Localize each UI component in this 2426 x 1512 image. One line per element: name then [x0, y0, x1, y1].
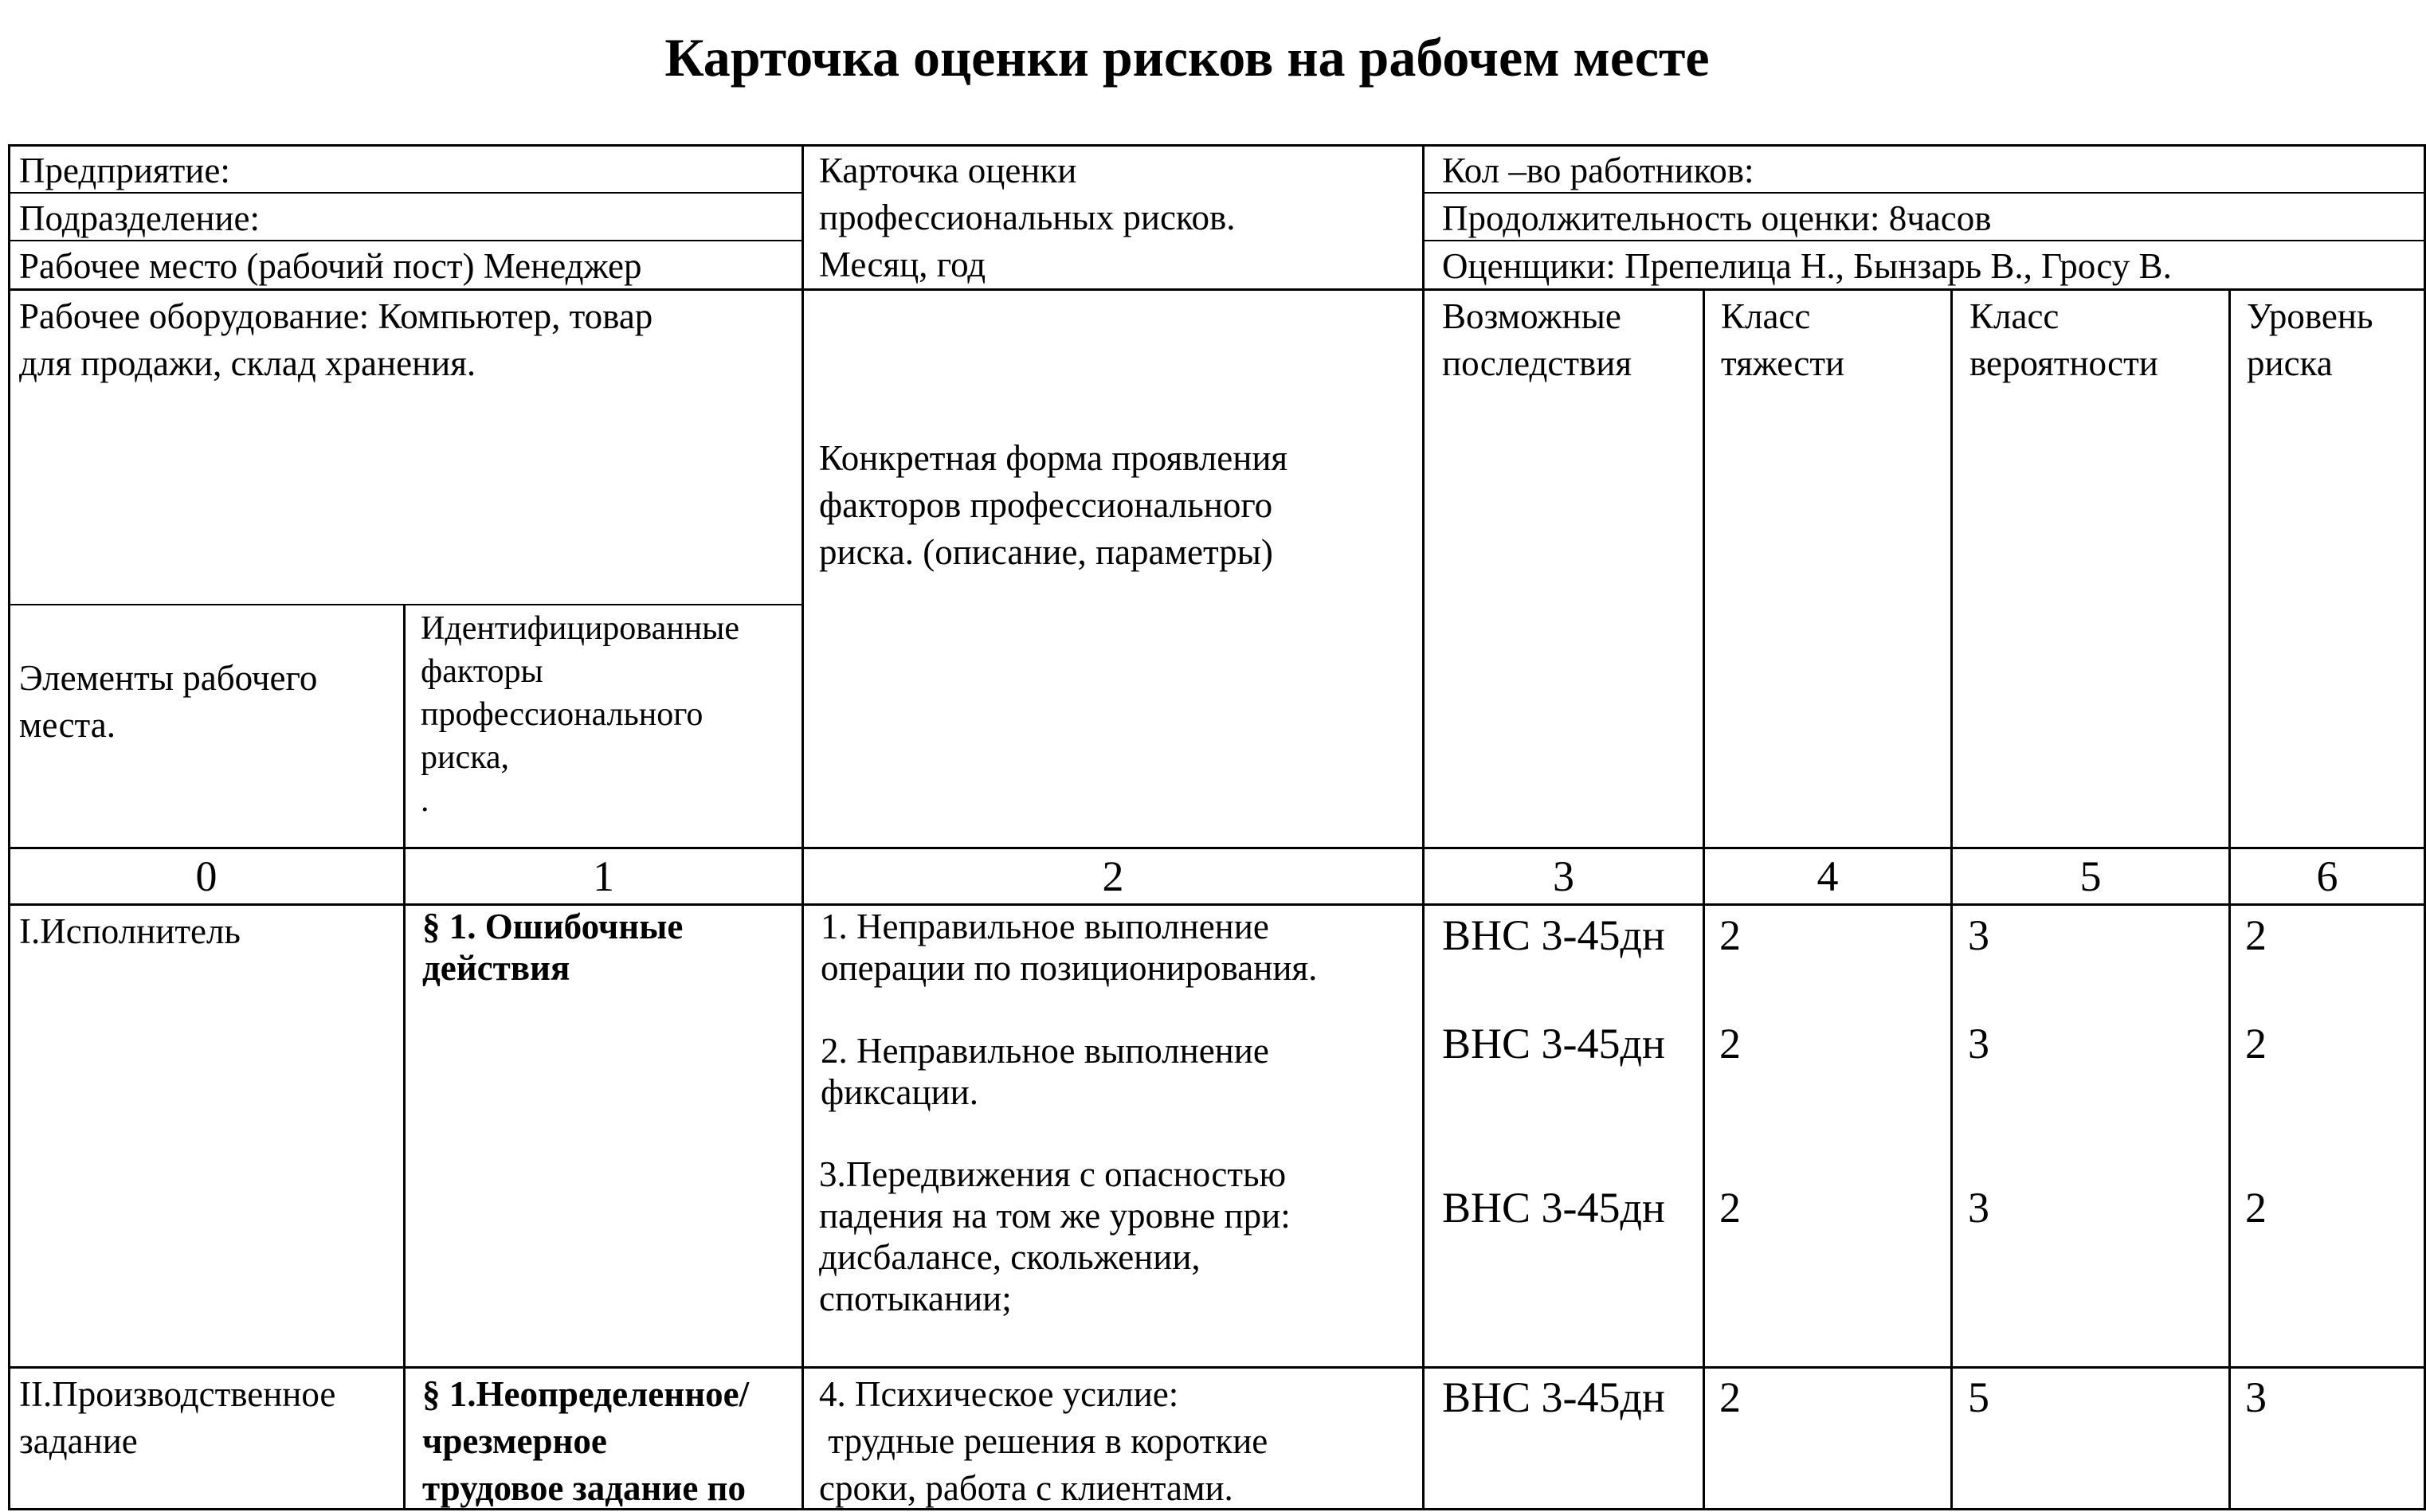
factors-header: Идентифицированные факторы профессионального риска, .: [421, 610, 740, 819]
risk-description: 4. Психическое усилие: трудные решения в короткие сроки, работа с клиентами.: [819, 1374, 1268, 1508]
row-factor: § 1.Неопределенное/ чрезмерное трудовое задание по: [422, 1374, 750, 1508]
risk-level-header: Уровень риска: [2247, 296, 2373, 383]
column-number: 0: [195, 852, 218, 900]
probability-value: 5: [1968, 1373, 1989, 1421]
elements-header: Элементы рабочего места.: [19, 658, 318, 745]
document-title: Карточка оценки рисков на рабочем месте: [664, 27, 1710, 88]
column-divider: [403, 604, 406, 1510]
duration-label: Продолжительность оценки: 8часов: [1442, 198, 1992, 238]
consequence-value: ВНС 3-45дн: [1442, 1184, 1665, 1232]
risk-form-header: Конкретная форма проявления факторов профессионального риска. (описание, параметры): [819, 438, 1288, 572]
probability-value: 3: [1968, 911, 1989, 959]
row-element: I.Исполнитель: [19, 911, 241, 951]
column-number: 4: [1817, 852, 1839, 900]
severity-header: Класс тяжести: [1721, 296, 1845, 383]
severity-value: 2: [1719, 1373, 1741, 1421]
risk-description: 2. Неправильное выполнение фиксации.: [821, 1031, 1269, 1112]
probability-header: Класс вероятности: [1969, 296, 2158, 383]
risk-description: 1. Неправильное выполнение операции по позиционирования.: [821, 907, 1318, 988]
risk-level-value: 2: [2245, 1020, 2267, 1067]
assessors-label: Оценщики: Препелица Н., Бынзарь В., Гросу В.: [1442, 246, 2172, 286]
row-factor: § 1. Ошибочные действия: [422, 907, 684, 988]
risk-level-value: 3: [2245, 1373, 2267, 1421]
table-border-top: [8, 144, 2426, 147]
severity-value: 2: [1719, 1184, 1741, 1232]
enterprise-label: Предприятие:: [19, 151, 230, 190]
equipment-header: Рабочее оборудование: Компьютер, товар для продажи, склад хранения.: [19, 296, 653, 383]
consequences-header: Возможные последствия: [1442, 296, 1632, 383]
severity-value: 2: [1719, 911, 1741, 959]
consequence-value: ВНС 3-45дн: [1442, 911, 1665, 959]
row-divider: [8, 604, 803, 605]
risk-level-value: 2: [2245, 1184, 2267, 1232]
column-number: 2: [1102, 852, 1124, 900]
column-number: 1: [593, 852, 614, 900]
column-number: 5: [2079, 852, 2102, 900]
column-divider: [801, 144, 804, 1510]
column-number: 6: [2316, 852, 2338, 900]
severity-value: 2: [1719, 1020, 1741, 1067]
subdivision-label: Подразделение:: [19, 198, 260, 238]
column-number: 3: [1553, 852, 1574, 900]
table-border-left: [8, 144, 10, 1510]
row-element: II.Производственное задание: [19, 1374, 336, 1461]
risk-level-value: 2: [2245, 911, 2267, 959]
column-divider: [1422, 144, 1425, 1510]
card-description: Карточка оценки профессиональных рисков. Месяц, год: [819, 151, 1236, 284]
workers-count-label: Кол –во работников:: [1442, 151, 1754, 190]
consequence-value: ВНС 3-45дн: [1442, 1020, 1665, 1067]
consequence-value: ВНС 3-45дн: [1442, 1373, 1665, 1421]
row-divider: [8, 1366, 2426, 1369]
probability-value: 3: [1968, 1020, 1989, 1067]
probability-value: 3: [1968, 1184, 1989, 1232]
workplace-label: Рабочее место (рабочий пост) Менеджер: [19, 246, 642, 286]
risk-description: 3.Передвижения с опасностью падения на том же уровне при: дисбалансе, скольжении, спотыкании;: [819, 1154, 1291, 1318]
